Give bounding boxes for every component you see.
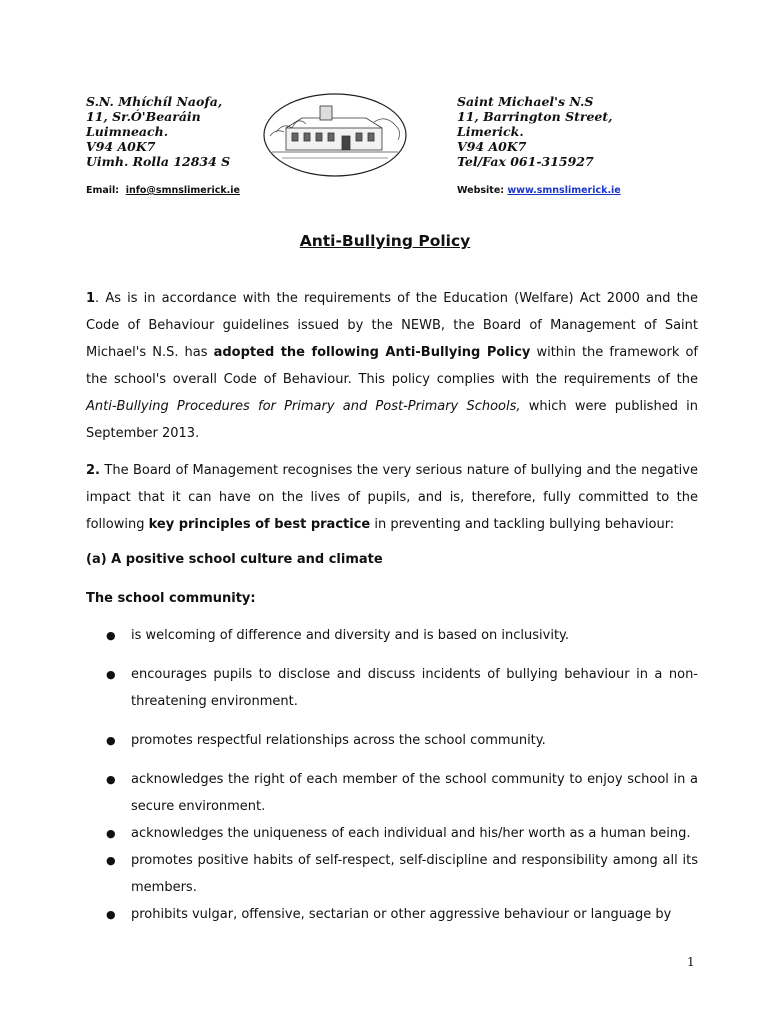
paragraph-text: which were published in September 2013.: [86, 399, 698, 441]
email-line: [86, 185, 240, 196]
page-number: 1: [687, 955, 695, 969]
bullet-icon: ●: [106, 668, 116, 681]
email-link[interactable]: info@smnslimerick.ie: [125, 185, 240, 196]
bullet-icon: ●: [106, 773, 116, 786]
list-item: [86, 766, 698, 820]
list-item: [86, 622, 698, 649]
address-line: Tel/Fax 061-315927: [457, 154, 594, 169]
bullet-icon: ●: [106, 629, 116, 642]
paragraph-2: [86, 457, 698, 538]
address-line: Luimneach.: [86, 124, 169, 139]
document-body: [86, 285, 698, 928]
list-item: [86, 727, 698, 754]
address-line: V94 A0K7: [86, 139, 156, 154]
school-building-logo: [262, 92, 408, 178]
address-line: 11, Barrington Street,: [457, 109, 613, 124]
irish-address-block: [86, 94, 230, 169]
paragraph-text: The Board of Management recognises the very serious nature of bullying and the negative impact that it can have on the lives of pupils, and is, therefore, fully committed to the following: [86, 463, 698, 532]
website-label: Website:: [457, 185, 505, 196]
paragraph-italic-text: Anti-Bullying Procedures for Primary and Post-Primary Schools,: [86, 399, 521, 414]
list-item: [86, 901, 698, 928]
paragraph-1: [86, 285, 698, 447]
bullet-icon: ●: [106, 827, 116, 840]
bullet-icon: ●: [106, 734, 116, 747]
paragraph-text: in preventing and tackling bullying behaviour:: [370, 517, 675, 532]
address-line: S.N. Mhíchíl Naofa,: [86, 94, 223, 109]
bullet-icon: ●: [106, 854, 116, 867]
community-heading: The school community:: [86, 591, 256, 606]
list-item-text: promotes respectful relationships across the school community.: [131, 733, 546, 748]
address-line: Uimh. Rolla 12834 S: [86, 154, 231, 169]
address-line: Limerick.: [457, 124, 524, 139]
section-subheading: (a) A positive school culture and climate: [86, 552, 383, 567]
list-item-text: promotes positive habits of self-respect, self-discipline and responsibility among all its members.: [131, 853, 698, 895]
address-line: 11, Sr.Ó'Bearáin: [86, 109, 201, 124]
list-item: [86, 847, 698, 901]
list-item-text: acknowledges the right of each member of the school community to enjoy school in a secure environment.: [131, 772, 698, 814]
paragraph-text: . As is in accordance with the requirements of the Education (Welfare) Act 2000 and the Code of Behaviour guidelines issued by the NEWB, the Board of Management of Saint Michael's N.S. has: [86, 291, 698, 360]
list-item: [86, 661, 698, 715]
paragraph-bold-text: key principles of best practice: [148, 517, 371, 532]
paragraph-number: 2.: [86, 463, 100, 478]
address-line: Saint Michael's N.S: [457, 94, 594, 109]
bullet-icon: ●: [106, 908, 116, 921]
list-item-text: encourages pupils to disclose and discuss incidents of bullying behaviour in a non-threatening environment.: [131, 667, 698, 709]
paragraph-bold-text: adopted the following Anti-Bullying Policy: [213, 345, 531, 360]
page-title: Anti-Bullying Policy: [299, 232, 471, 250]
website-line: [457, 185, 621, 196]
english-address-block: [457, 94, 612, 169]
list-item-text: is welcoming of difference and diversity and is based on inclusivity.: [131, 628, 570, 643]
paragraph-text: within the framework of the school's overall Code of Behaviour. This policy complies with the requirements of the: [86, 345, 698, 387]
website-link[interactable]: www.smnslimerick.ie: [507, 185, 621, 196]
list-item: [86, 820, 698, 847]
email-label: Email:: [86, 185, 120, 196]
principles-list: [86, 622, 698, 928]
paragraph-number: 1: [86, 291, 96, 306]
list-item-text: prohibits vulgar, offensive, sectarian or other aggressive behaviour or language by: [131, 907, 672, 922]
address-line: V94 A0K7: [457, 139, 527, 154]
list-item-text: acknowledges the uniqueness of each individual and his/her worth as a human being.: [131, 826, 691, 841]
